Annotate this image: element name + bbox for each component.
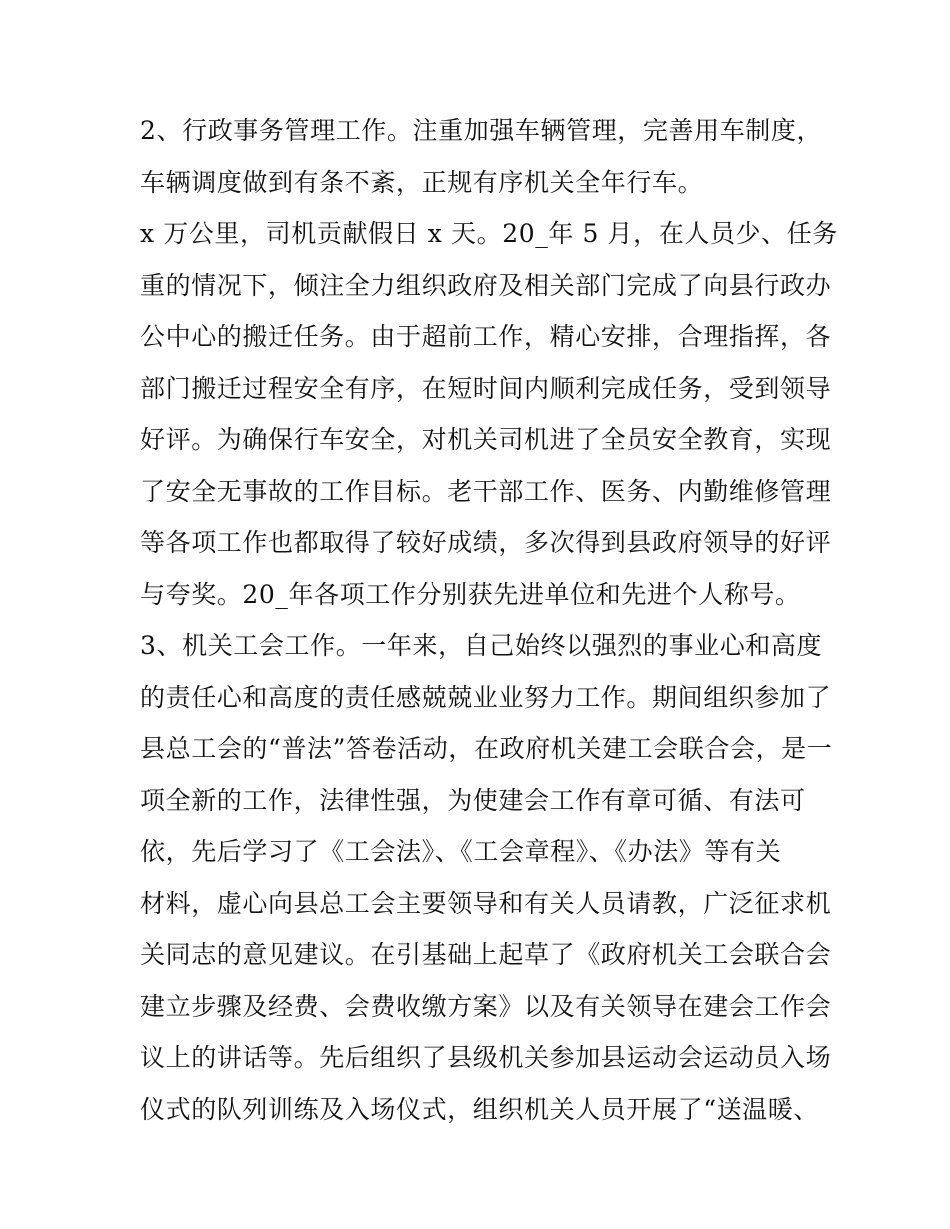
text-line: 了安全无事故的工作目标。老干部工作、医务、内勤维修管理 bbox=[140, 476, 832, 506]
text-line: 车辆调度做到有条不紊，正规有序机关全年行车。 bbox=[140, 167, 704, 197]
text-line: 关同志的意见建议。在引基础上起草了《政府机关工会联合会 bbox=[140, 940, 832, 969]
text-line: 与夸奖。20_年各项工作分别获先进单位和先进个人称号。 bbox=[140, 579, 801, 609]
text-line: 等各项工作也都取得了较好成绩，多次得到县政府领导的好评 bbox=[140, 528, 832, 557]
text-line: 好评。为确保行车安全，对机关司机进了全员安全教育，实现 bbox=[140, 425, 832, 454]
text-line: 材料，虚心向县总工会主要领导和有关人员请教，广泛征求机 bbox=[140, 888, 832, 918]
text-line: 项全新的工作，法律性强，为使建会工作有章可循、有法可 bbox=[140, 785, 806, 815]
text-line: 仪式的队列训练及入场仪式，组织机关人员开展了“送温暖、 bbox=[140, 1094, 819, 1124]
text-line: 建立步骤及经费、会费收缴方案》以及有关领导在建会工作会 bbox=[140, 991, 832, 1021]
text-line: 公中心的搬迁任务。由于超前工作，精心安排，合理指挥，各 bbox=[140, 322, 832, 351]
text-line: 部门搬迁过程安全有序，在短时间内顺利完成任务，受到领导 bbox=[140, 373, 832, 403]
text-line: 议上的讲话等。先后组织了县级机关参加县运动会运动员入场 bbox=[140, 1043, 832, 1072]
text-line: 依，先后学习了《工会法》、《工会章程》、《办法》等有关 bbox=[140, 837, 782, 866]
text-line: x 万公里，司机贡献假日 x 天。20_年 5 月，在人员少、任务 bbox=[140, 219, 838, 248]
text-line: 的责任心和高度的责任感兢兢业业努力工作。期间组织参加了 bbox=[140, 682, 832, 712]
document-body bbox=[140, 105, 838, 1135]
text-line: 重的情况下，倾注全力组织政府及相关部门完成了向县行政办 bbox=[140, 270, 832, 300]
text-line: 3、机关工会工作。一年来，自己始终以强烈的事业心和高度 bbox=[140, 631, 823, 660]
text-line: 县总工会的“普法”答卷活动，在政府机关建工会联合会，是一 bbox=[140, 734, 833, 763]
text-line: 2、行政事务管理工作。注重加强车辆管理，完善用车制度， bbox=[140, 116, 823, 145]
